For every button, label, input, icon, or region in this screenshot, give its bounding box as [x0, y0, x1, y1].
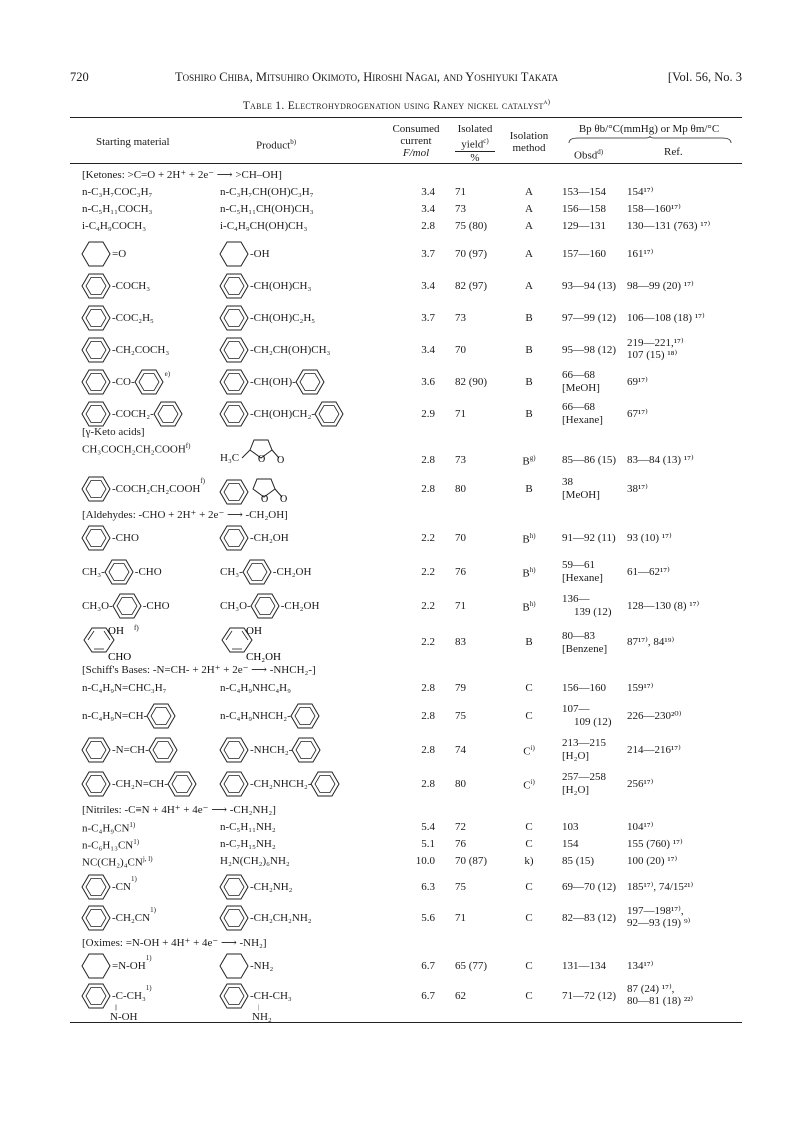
volume-info: [Vol. 56, No. 3	[667, 70, 742, 84]
benzene-ring-icon	[220, 402, 250, 426]
benzene-ring-icon	[220, 875, 250, 899]
section-nitriles: [Nitriles: -C≡N + 4H⁺ + 4e⁻ ⟶ -CH₂NH₂]	[82, 804, 276, 816]
benzene-ring-icon	[296, 370, 326, 394]
substituent-label: OH	[108, 625, 124, 637]
benzene-ring-icon	[82, 875, 112, 899]
benzene-ring-icon	[82, 984, 112, 1008]
col-ref: Ref.	[664, 146, 683, 158]
benzene-ring-icon	[220, 526, 250, 550]
svg-text:O: O	[260, 494, 268, 505]
col-obsd: Obsd$^{d)}$	[574, 148, 604, 162]
benzene-ring-icon	[82, 772, 112, 796]
section-oximes: [Oximes: =N-OH + 4H⁺ + 4e⁻ ⟶ -NH₂]	[82, 937, 267, 949]
benzene-ring-icon	[220, 370, 250, 394]
ortho-substituted-benzene-icon	[82, 624, 192, 662]
benzene-ring-icon	[82, 338, 112, 362]
benzene-ring-icon	[315, 402, 345, 426]
benzene-ring-icon	[82, 370, 112, 394]
table-caption: Table 1. Electrohydrogenation using Raney nickel catalyst$^{a)}$	[242, 98, 551, 112]
benzene-ring-icon	[220, 274, 250, 298]
table-header-rule	[70, 163, 742, 164]
benzene-ring-icon	[220, 306, 250, 330]
benzene-ring-icon	[135, 370, 165, 394]
benzene-ring-icon	[82, 477, 112, 501]
benzene-ring-icon	[168, 772, 198, 796]
section-aldehydes: [Aldehydes: -CHO + 2H⁺ + 2e⁻ ⟶ -CH₂OH]	[82, 509, 288, 521]
caption-note: a)	[543, 98, 551, 106]
benzene-ring-icon	[220, 906, 250, 930]
table-bottom-rule	[70, 1022, 742, 1023]
benzene-ring-icon	[147, 704, 177, 728]
footnote-mark: f)	[134, 624, 139, 632]
table-top-rule	[70, 117, 742, 118]
bp-brace	[568, 136, 732, 144]
lactone-ring-icon	[242, 438, 285, 467]
page-number: 720	[70, 70, 89, 84]
substituent-label: CHO	[108, 651, 132, 663]
benzene-ring-icon	[82, 274, 112, 298]
cyclohexane-ring-icon	[82, 954, 112, 978]
col-method: Isolation method	[509, 130, 549, 154]
double-bond-mark: ||	[115, 1005, 118, 1011]
col-current: Consumed current F/mol	[392, 123, 440, 159]
benzene-ring-icon	[220, 738, 250, 762]
benzene-ring-icon	[82, 738, 112, 762]
svg-text:O: O	[276, 455, 285, 467]
benzene-ring-icon	[82, 906, 112, 930]
col-bp: Bp θb/°C(mmHg) or Mp θm/°C	[578, 123, 720, 135]
benzene-ring-icon	[149, 738, 179, 762]
svg-text:O: O	[279, 494, 287, 505]
running-authors: Toshiro Chiba, Mitsuhiro Okimoto, Hiroshi Nagai, and Yoshiyuki Takata	[175, 70, 559, 84]
benzene-ring-icon	[105, 560, 135, 584]
benzene-ring-icon	[311, 772, 341, 796]
cyclohexane-ring-icon	[82, 242, 112, 266]
cyclohexane-ring-icon	[220, 242, 250, 266]
benzene-ring-icon	[154, 402, 184, 426]
benzene-ring-icon	[82, 306, 112, 330]
section-ketones: [Ketones: >C=O + 2H⁺ + 2e⁻ ⟶ >CH–OH]	[82, 169, 282, 181]
col-yield: Isolated yield$^{c)}$ %	[449, 123, 501, 164]
cyclohexane-ring-icon	[220, 954, 250, 978]
substituent-label: OH	[246, 625, 262, 637]
substituent-label: CH₂OH	[246, 651, 282, 663]
single-bond-mark: |	[258, 1005, 260, 1011]
section-schiff-bases: [Schiff's Bases: -N=CH- + 2H⁺ + 2e⁻ ⟶ -NHCH₂-]	[82, 664, 316, 676]
benzene-ring-icon	[113, 594, 143, 618]
benzene-ring-icon	[220, 984, 250, 1008]
ortho-substituted-benzene-icon	[220, 624, 330, 662]
benzene-ring-icon	[82, 526, 112, 550]
benzene-ring-icon	[220, 338, 250, 362]
benzene-ring-icon	[220, 478, 250, 502]
benzene-ring-icon	[220, 772, 250, 796]
benzene-ring-icon	[292, 738, 322, 762]
benzene-ring-icon	[291, 704, 321, 728]
col-product: Product$^{b)}$	[256, 138, 297, 152]
benzene-ring-icon	[243, 560, 273, 584]
benzene-ring-icon	[82, 402, 112, 426]
svg-text:O: O	[257, 454, 266, 466]
col-starting-material: Starting material	[96, 136, 170, 148]
lactone-ring-icon	[253, 477, 291, 503]
benzene-ring-icon	[251, 594, 281, 618]
section-keto-acids: [γ-Keto acids]	[82, 426, 145, 438]
